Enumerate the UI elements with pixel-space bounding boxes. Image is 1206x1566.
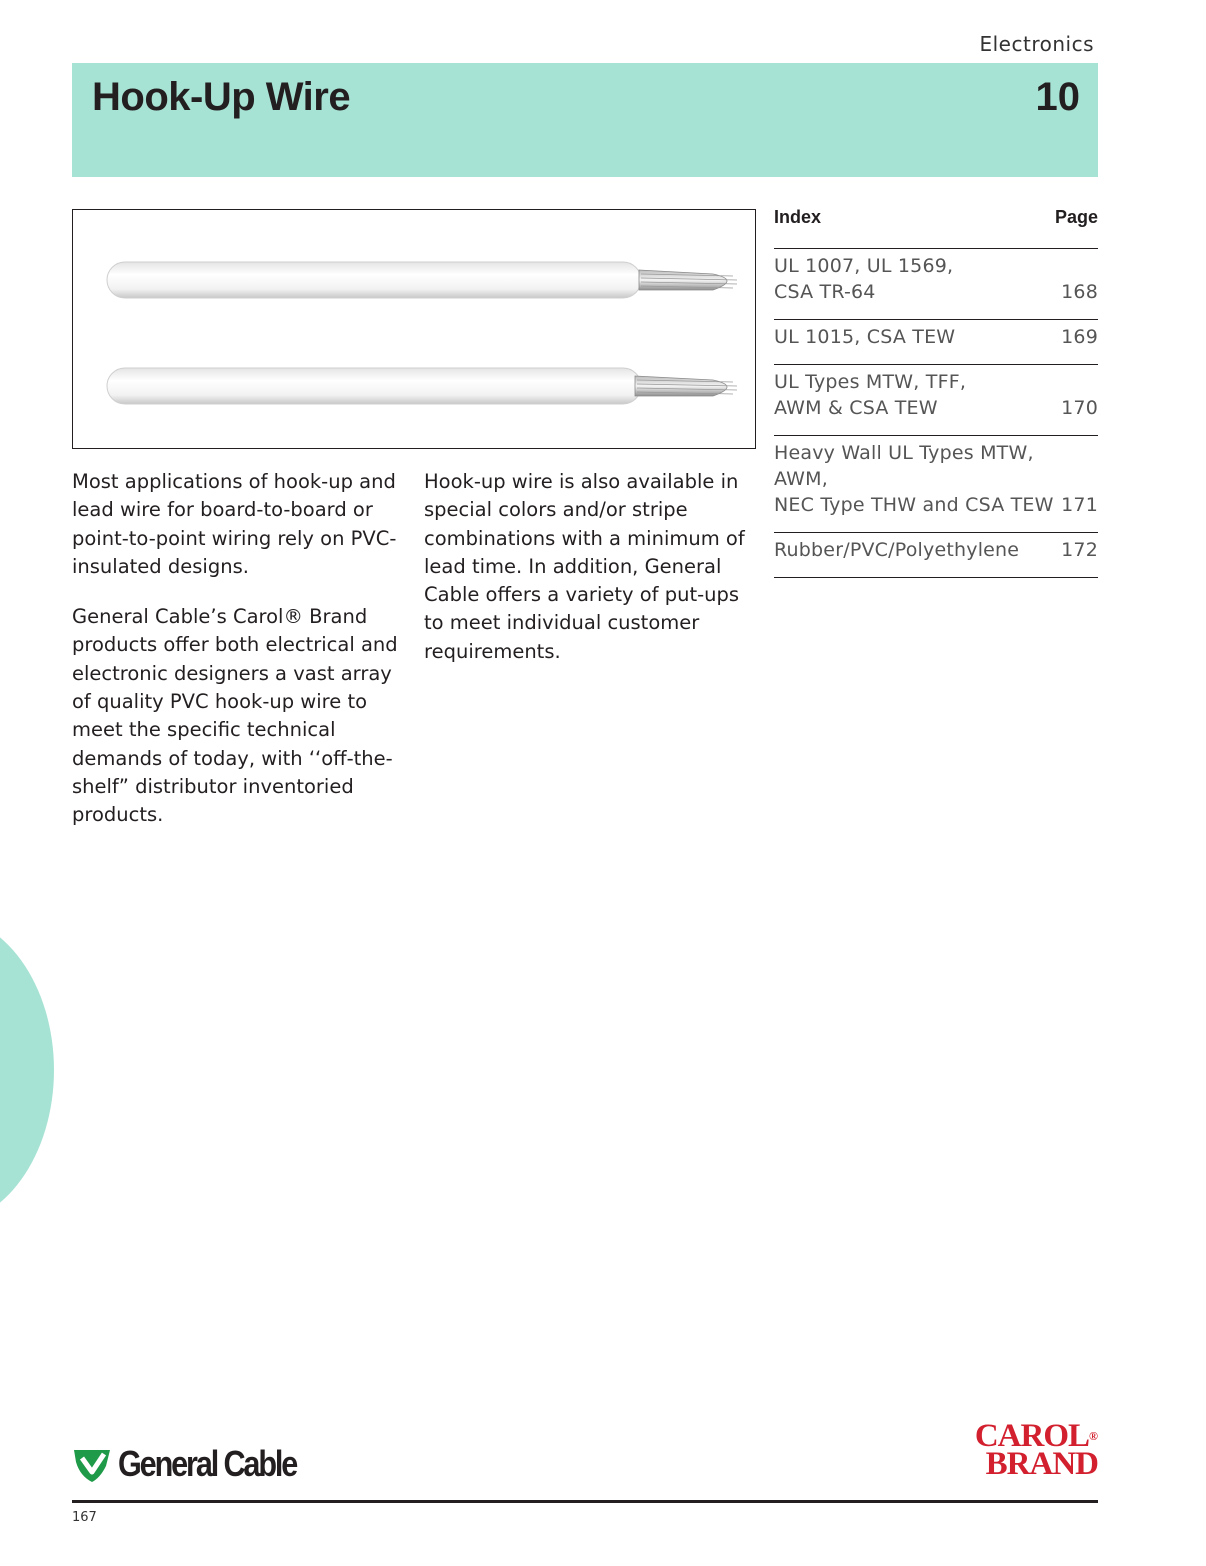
index-row[interactable]: [774, 249, 1098, 320]
carol-brand-logo: [974, 1418, 1098, 1482]
general-cable-logo-icon: [72, 1444, 112, 1484]
index-page: 171: [1061, 494, 1098, 516]
index-row[interactable]: [774, 533, 1098, 578]
index-page: 168: [1061, 281, 1098, 303]
index-entry: Rubber/PVC/Polyethylene: [774, 539, 1020, 561]
index-entry: Heavy Wall UL Types MTW, AWM, NEC Type THW and CSA TEW: [774, 442, 1054, 516]
index-entry: UL 1007, UL 1569, CSA TR-64: [774, 255, 954, 303]
brand-registered-mark: ®: [1089, 1429, 1098, 1443]
page-number: 167: [72, 1510, 97, 1525]
general-cable-logo: [72, 1444, 328, 1484]
index-page: 172: [1061, 539, 1098, 561]
footer-rule: [72, 1500, 1098, 1503]
body-paragraph: General Cable’s Carol® Brand products offer both electrical and electronic designers a vast array of quality PVC hook-up wire to meet the specific technical demands of today, with ‘‘off-the-shelf” distributor inventoried products.: [72, 605, 398, 827]
section-label: Electronics: [979, 32, 1094, 56]
wire-top: [107, 262, 737, 298]
body-column-2: [424, 468, 760, 688]
page-title: Hook-Up Wire: [92, 75, 351, 119]
body-paragraph: Hook-up wire is also available in special colors and/or stripe combinations with a minimum of lead time. In addition, General Cable offers a variety of put-ups to meet individual customer requirements.: [424, 470, 745, 663]
index-row[interactable]: [774, 436, 1098, 533]
title-banner: [72, 63, 1098, 177]
index-entry: UL 1015, CSA TEW: [774, 326, 956, 348]
company-name: General Cable: [118, 1443, 297, 1484]
index-header-label: Index: [774, 207, 822, 227]
brand-line-2: BRAND: [985, 1446, 1098, 1482]
page-header-label: Page: [1054, 207, 1098, 227]
brand-line-1: CAROL: [974, 1418, 1090, 1454]
index-header: [774, 204, 1098, 249]
hook-up-wire-image: [72, 209, 756, 449]
wire-bottom: [107, 368, 737, 404]
body-paragraph: Most applications of hook-up and lead wire for board-to-board or point-to-point wiring rely on PVC-insulated designs.: [72, 470, 397, 578]
index-entry: UL Types MTW, TFF, AWM & CSA TEW: [774, 371, 967, 419]
index-page: 169: [1061, 326, 1098, 348]
index-table: [774, 204, 1098, 578]
index-row[interactable]: [774, 365, 1098, 436]
index-page: 170: [1061, 397, 1098, 419]
index-row[interactable]: [774, 320, 1098, 365]
body-column-1: [72, 468, 408, 852]
decorative-circle: [0, 915, 54, 1225]
chapter-number: 10: [1035, 75, 1080, 119]
